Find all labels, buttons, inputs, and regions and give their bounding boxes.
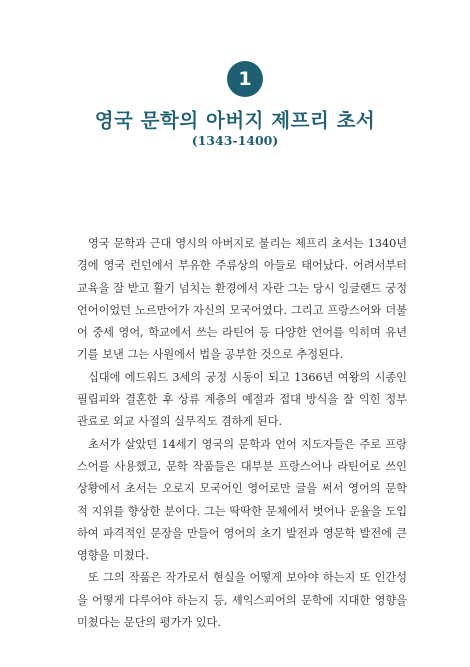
paragraph: 십대에 에드워드 3세의 궁정 시동이 되고 1366년 여왕의 시종인 필립피와 결혼한 후 상류 계층의 예절과 접대 방식을 잘 익힌 정부 관료로 외교 사절의 실무직도 겸하게 된다. (77, 370, 407, 429)
chapter-years: (1343-1400) (191, 133, 279, 148)
paragraph: 또 그의 작품은 작가로서 현실을 어떻게 보아야 하는지 또 인간성을 어떻게 다루어야 하는지 등, 셰익스피어의 문학에 지대한 영향을 미쳤다는 문단의 평가가 있다. (77, 571, 407, 630)
body-text (77, 233, 407, 634)
paragraph: 영국 문학과 근대 영시의 아버지로 불리는 제프리 초서는 1340년경에 영국 런던에서 부유한 주류상의 아들로 태어났다. 어려서부터 교육을 잘 받고 활기 넘치는 환경에서 자란 그는 당시 잉글랜드 궁정 언어이었던 노르만어가 자신의 모국어였다. 그리고 프랑스어와 더불어 중세 영어, 학교에서 쓰는 라틴어 등 다양한 언어를 익히며 유년기를 보낸 그는 사원에서 법을 공부한 것으로 추정된다. (77, 237, 407, 362)
chapter-number-badge: 1 (227, 61, 263, 97)
paragraph: 초서가 살았던 14세기 영국의 문학과 언어 지도자들은 주로 프랑스어를 사용했고, 문학 작품들은 대부분 프랑스어나 라틴어로 쓰인 상황에서 초서는 오로지 모국어인 영어로만 글을 써서 영어의 문학적 지위를 향상한 분이다. 그는 딱딱한 문체에서 벗어나 운율을 도입하여 파격적인 문장을 만들어 영어의 초기 발전과 영문학 발전에 큰 영향을 미쳤다. (77, 437, 407, 563)
chapter-title: 영국 문학의 아버지 제프리 초서 (94, 109, 376, 132)
